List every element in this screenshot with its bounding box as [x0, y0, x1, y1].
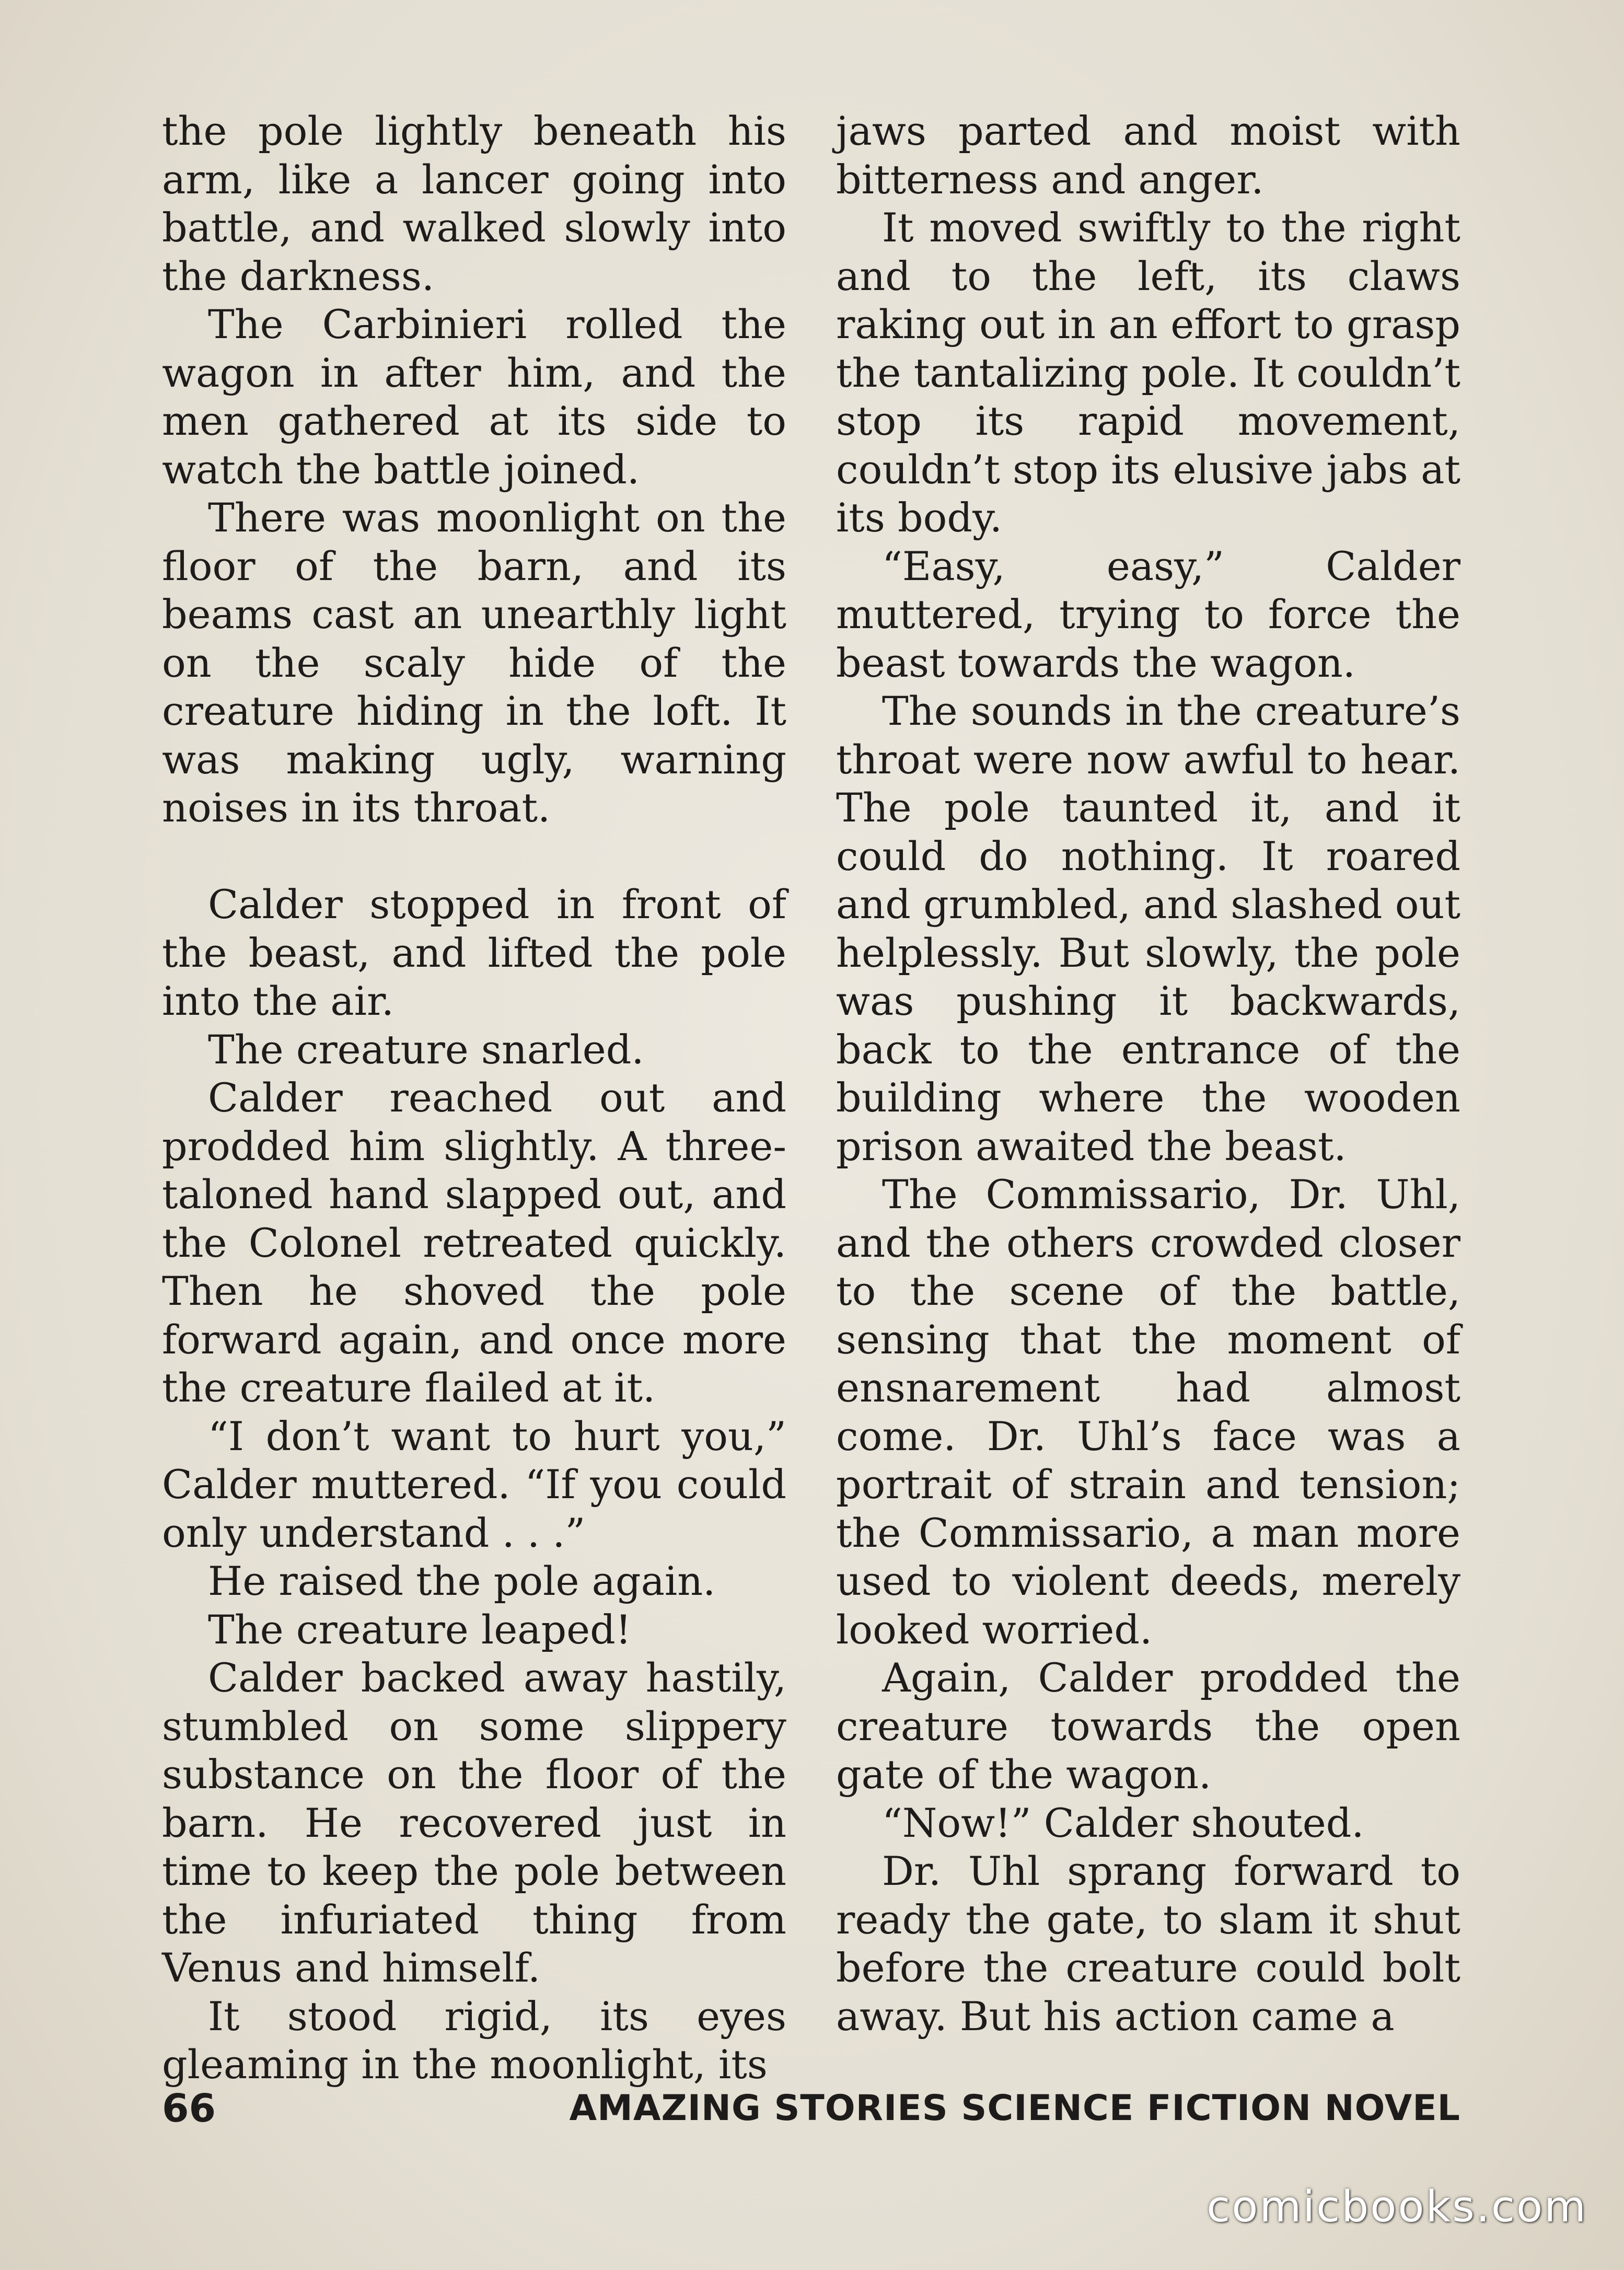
- paragraph: “I don’t want to hurt you,” Calder muttered. “If you could only understand . . .”: [162, 1412, 786, 1556]
- page-footer: [162, 2082, 1460, 2135]
- paragraph: There was moonlight on the floor of the barn, and its beams cast an unearthly light on the scaly hide of the creature hiding in the loft. It was making ugly, warning noises in its throat.: [162, 494, 786, 831]
- site-watermark: comicbooks.com: [1207, 2182, 1587, 2232]
- paragraph: Calder reached out and prodded him slightly. A three-taloned hand slapped out, and the Colonel retreated quickly. Then he shoved the pole forward again, and once more the creature flailed at it.: [162, 1074, 786, 1411]
- page-number: 66: [162, 2086, 216, 2131]
- running-title: AMAZING STORIES SCIENCE FICTION NOVEL: [569, 2088, 1460, 2129]
- paragraph: The sounds in the creature’s throat were now awful to hear. The pole taunted it, and it could do nothing. It roared and grumbled, and slashed out helplessly. But slowly, the pole was pushing it backwards, back to the entrance of the building where the wooden prison awaited the beast.: [836, 688, 1460, 1169]
- paragraph: Dr. Uhl sprang forward to ready the gate, to slam it shut before the creature could bolt away. But his action came a: [836, 1848, 1460, 2040]
- paragraph: the pole lightly beneath his arm, like a lancer going into battle, and walked slowly into the darkness.: [162, 108, 786, 299]
- paragraph: “Easy, easy,” Calder muttered, trying to force the beast towards the wagon.: [836, 542, 1460, 686]
- paragraph: Calder stopped in front of the beast, and lifted the pole into the air.: [162, 881, 786, 1024]
- paragraph: It moved swiftly to the right and to the left, its claws raking out in an effort to grasp the tantalizing pole. It couldn’t stop its rapid movement, couldn’t stop its elusive jabs at its body.: [836, 204, 1460, 541]
- paragraph: The creature snarled.: [208, 1026, 644, 1073]
- paragraph: The Carbinieri rolled the wagon in after him, and the men gathered at its side to watch the battle joined.: [162, 301, 786, 493]
- paragraph: He raised the pole again.: [208, 1558, 716, 1604]
- paragraph: The Commissario, Dr. Uhl, and the others crowded closer to the scene of the battle, sensing that the moment of ensnarement had almost come. Dr. Uhl’s face was a portrait of strain and tension; the Commissario, a man more used to violent deeds, merely looked worried.: [836, 1171, 1460, 1653]
- paragraph: The creature leaped!: [208, 1606, 632, 1653]
- text-column-right: [836, 107, 1460, 2041]
- section-break: [162, 832, 786, 881]
- paragraph: It stood rigid, its eyes gleaming in the moonlight, its: [162, 1993, 786, 2088]
- paragraph: Again, Calder prodded the creature towards the open gate of the wagon.: [836, 1654, 1460, 1798]
- paragraph: Calder backed away hastily, stumbled on some slippery substance on the floor of the barn. He recovered just in time to keep the pole between the infuriated thing from Venus and himself.: [162, 1654, 786, 1991]
- paragraph: “Now!” Calder shouted.: [882, 1799, 1364, 1846]
- paragraph: jaws parted and moist with bitterness and anger.: [836, 108, 1460, 203]
- text-column-left: [162, 107, 786, 2089]
